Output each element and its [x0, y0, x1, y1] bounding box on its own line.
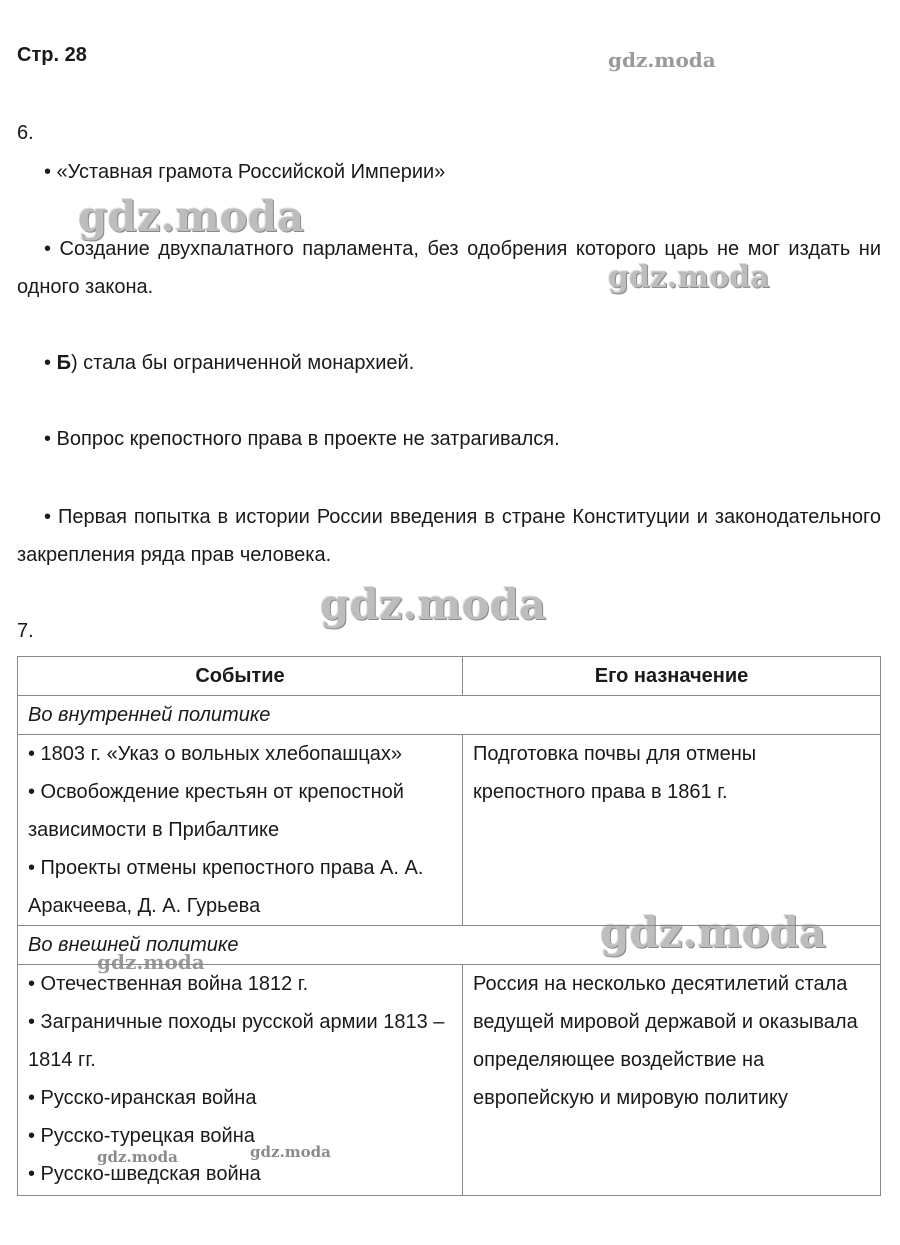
section-row: [18, 696, 881, 735]
table-row: [18, 965, 881, 1196]
purpose-cell-domestic: [463, 735, 881, 926]
watermark: gdz.moda: [600, 908, 827, 957]
list-item: • 1803 г. «Указ о вольных хлебопашцах»: [28, 743, 402, 765]
page-label: Стр. 28: [17, 44, 87, 66]
list-item: • Проекты отмены крепостного права А. А. Аракчеева, Д. А. Гурьева: [28, 857, 424, 917]
task-6-item-3: [17, 344, 881, 382]
watermark: gdz.moda: [97, 1148, 178, 1166]
watermark: gdz.moda: [608, 48, 716, 72]
events-cell-domestic: [18, 735, 463, 926]
section-title-domestic: Во внутренней политике: [18, 696, 881, 735]
list-item: • Освобождение крестьян от крепостной зависимости в Прибалтике: [28, 781, 404, 841]
list-item: • Русско-турецкая война: [28, 1125, 255, 1147]
list-item: • Русско-шведская война: [28, 1163, 261, 1185]
list-item: • Отечественная война 1812 г.: [28, 973, 309, 995]
header-purpose: Его назначение: [463, 657, 881, 696]
events-cell-foreign: [18, 965, 463, 1196]
watermark: gdz.moda: [320, 580, 547, 629]
table-header-row: [18, 657, 881, 696]
task-7-number: 7.: [17, 620, 34, 642]
purpose-text: Россия на несколько десятилетий стала ведущей мировой державой и оказывала определяющее воздействие на европейскую и мировую политику: [473, 973, 858, 1109]
bullet: •: [44, 352, 57, 374]
answer-letter: Б: [56, 352, 71, 374]
task-6-item-2: • Создание двухпалатного парламента, без одобрения которого царь не мог издать ни одного закона.: [17, 238, 881, 298]
task-6-item-4: • Вопрос крепостного права в проекте не затрагивался.: [44, 428, 560, 450]
task-6-item-1: • «Уставная грамота Российской Империи»: [44, 161, 446, 183]
list-item: • Русско-иранская война: [28, 1087, 257, 1109]
watermark: gdz.moda: [97, 950, 205, 974]
purpose-cell-foreign: [463, 965, 881, 1196]
list-item: • Заграничные походы русской армии 1813 – 1814 гг.: [28, 1011, 445, 1071]
task-6-item-5: • Первая попытка в истории России введения в стране Конституции и законодательного закрепления ряда прав человека.: [17, 506, 881, 566]
purpose-text: Подготовка почвы для отмены крепостного права в 1861 г.: [473, 743, 757, 803]
section-title-foreign: Во внешней политике: [18, 926, 881, 965]
header-event: Событие: [18, 657, 463, 696]
answer-text: ) стала бы ограниченной монархией.: [70, 352, 415, 374]
events-table: [17, 656, 881, 1196]
section-row: [18, 926, 881, 965]
watermark: gdz.moda: [78, 192, 305, 241]
task-6-number: 6.: [17, 122, 34, 144]
watermark: gdz.moda: [250, 1143, 331, 1161]
table-row: [18, 735, 881, 926]
watermark: gdz.moda: [608, 260, 770, 295]
